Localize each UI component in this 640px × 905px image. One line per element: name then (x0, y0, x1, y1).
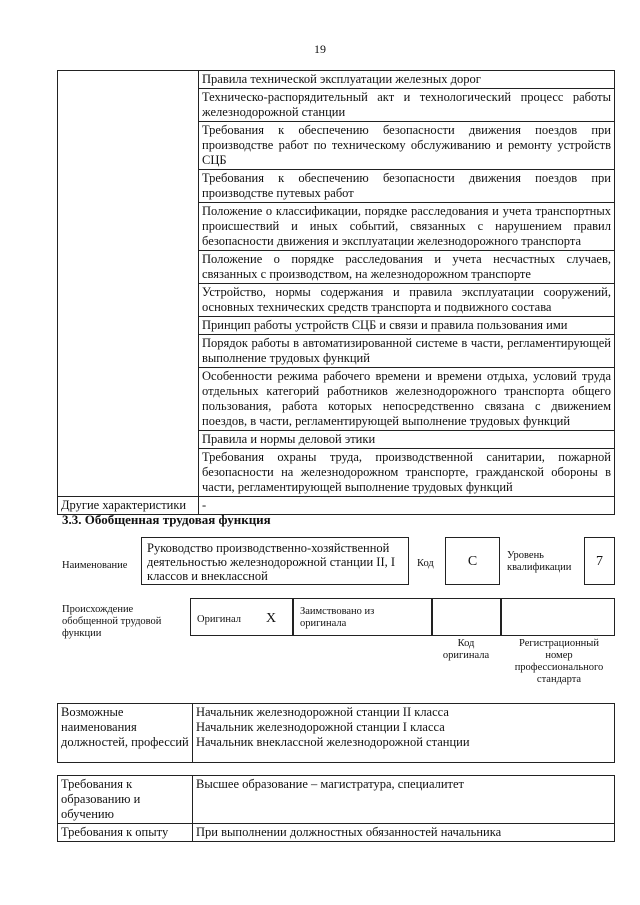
knowledge-item: Особенности режима рабочего времени и времени отдыха, условий труда отдельных категорий работников железнодорожного транспорта общего пользования, работа которых непосредственно связана с движением поездов, в части, регламентирующей выполнение трудовых функций (199, 368, 615, 431)
knowledge-item: Принцип работы устройств СЦБ и связи и правила пользования ими (199, 317, 615, 335)
knowledge-item: Правила и нормы деловой этики (199, 431, 615, 449)
knowledge-item: Требования к обеспечению безопасности движения поездов при производстве работ по техническому обслуживанию и ремонту устройств СЦБ (199, 122, 615, 170)
knowledge-item: Техническо-распорядительный акт и технологический процесс работы железнодорожной станции (199, 89, 615, 122)
level-label: Уровень квалификации (507, 550, 572, 573)
code-value-box (445, 537, 500, 585)
position-item: Начальник железнодорожной станции I класса (196, 720, 445, 734)
knowledge-item: Положение о порядке расследования и учета несчастных случаев, связанных с производством, на железнодорожном транспорте (199, 251, 615, 284)
education-value: Высшее образование – магистратура, специалитет (193, 776, 615, 824)
requirements-table (57, 775, 615, 842)
divider-3 (500, 598, 502, 636)
origin-label: Происхождение обобщенной трудовой функции (62, 604, 162, 639)
experience-label: Требования к опыту (58, 824, 193, 842)
page-number: 19 (314, 42, 326, 56)
name-value: Руководство производственно-хозяйственной деятельностью железнодорожной станции II, I классов и внеклассной (147, 541, 396, 583)
section-heading: 3.3. Обобщенная трудовая функция (62, 512, 271, 527)
position-item: Начальник внеклассной железнодорожной станции (196, 735, 470, 749)
knowledge-item: Положение о классификации, порядке расследования и учета транспортных происшествий и иных событий, связанных с нарушением правил безопасности движения и эксплуатации железнодорожного транспорта (199, 203, 615, 251)
positions-values (193, 704, 615, 763)
divider-2 (431, 598, 433, 636)
name-value-box (141, 537, 409, 585)
other-value: - (199, 497, 615, 515)
name-label: Наименование (62, 560, 128, 571)
borrowed-label: Заимствовано из оригинала (300, 606, 375, 629)
positions-table (57, 703, 615, 763)
knowledge-item: Порядок работы в автоматизированной системе в части, регламентирующей выполнение трудовых функций (199, 335, 615, 368)
original-mark: X (266, 611, 277, 626)
registration-caption: Регистрационный номер профессионального стандарта (514, 638, 604, 685)
knowledge-item: Требования охраны труда, производственной санитарии, пожарной безопасности на железнодорожном транспорте, гражданской обороны в части, регламентирующей выполнение трудовых функций (199, 449, 615, 497)
divider-1 (292, 598, 294, 636)
knowledge-item: Правила технической эксплуатации железных дорог (199, 71, 615, 89)
level-value-box (584, 537, 615, 585)
other-label: Другие характеристики (58, 497, 199, 515)
experience-value: При выполнении должностных обязанностей начальника (193, 824, 615, 842)
knowledge-table (57, 70, 615, 515)
code-value: C (467, 554, 478, 569)
code-label: Код (417, 558, 434, 569)
knowledge-item: Устройство, нормы содержания и правила эксплуатации сооружений, основных технических средств транспорта и подвижного состава (199, 284, 615, 317)
level-value: 7 (596, 554, 603, 569)
knowledge-label-cell (58, 71, 199, 497)
knowledge-item: Требования к обеспечению безопасности движения поездов при производстве путевых работ (199, 170, 615, 203)
position-item: Начальник железнодорожной станции II класса (196, 705, 449, 719)
code-original-caption: Код оригинала (442, 638, 490, 661)
original-label: Оригинал (197, 614, 241, 625)
positions-label: Возможные наименования должностей, профессий (58, 704, 193, 763)
education-label: Требования к образованию и обучению (58, 776, 193, 824)
